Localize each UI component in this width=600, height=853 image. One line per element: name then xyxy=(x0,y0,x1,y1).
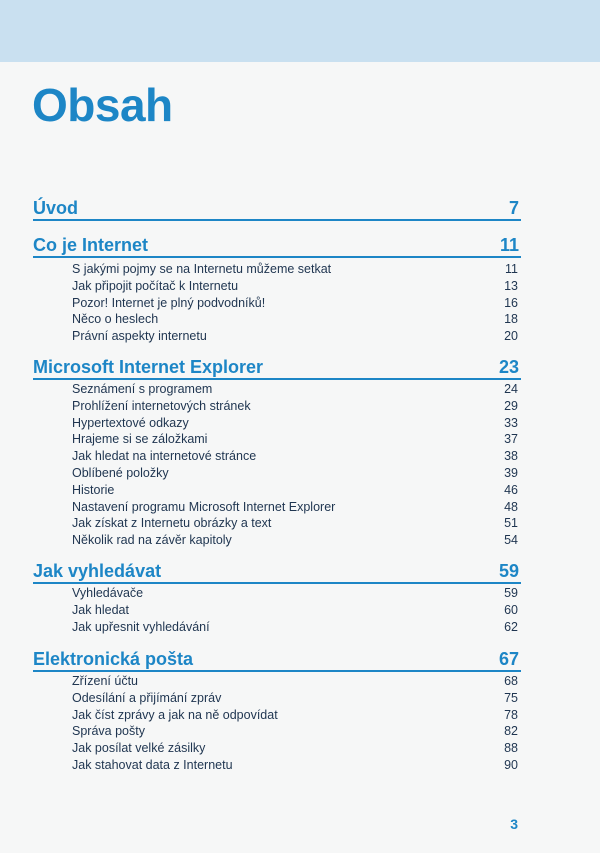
toc-entry-title: Pozor! Internet je plný podvodníků! xyxy=(72,295,266,310)
toc-entry-page: 24 xyxy=(504,382,518,396)
section-page: 23 xyxy=(498,357,519,377)
section-page: 67 xyxy=(498,649,519,669)
section-heading[interactable] xyxy=(33,197,521,221)
page-title: Obsah xyxy=(32,79,173,131)
toc-entry[interactable] xyxy=(72,328,520,344)
section-heading[interactable] xyxy=(33,356,521,380)
toc-entry[interactable] xyxy=(72,278,520,294)
toc-entry-page: 68 xyxy=(504,674,518,688)
toc-entry[interactable] xyxy=(72,415,520,431)
toc-entry-page: 39 xyxy=(504,466,518,480)
toc-entry[interactable] xyxy=(72,295,520,311)
toc-entry-page: 37 xyxy=(504,432,518,447)
toc-entry-page: 62 xyxy=(504,619,518,634)
toc-entry-page: 46 xyxy=(504,482,518,497)
toc-entry[interactable] xyxy=(72,602,520,618)
section-page: 59 xyxy=(498,561,519,581)
toc-entry[interactable] xyxy=(72,465,520,481)
toc-entry-title: Vyhledávače xyxy=(72,586,144,600)
toc-entry-page: 82 xyxy=(504,724,518,739)
toc-entry[interactable] xyxy=(72,757,520,773)
toc-entry-title: Oblíbené položky xyxy=(72,466,169,480)
toc-entry-page: 29 xyxy=(504,398,518,413)
toc-entry[interactable] xyxy=(72,619,520,635)
toc-entry-title: Jak získat z Internetu obrázky a text xyxy=(72,516,272,531)
toc-entry-page: 75 xyxy=(504,690,518,705)
toc-entry[interactable] xyxy=(72,499,520,515)
toc-entry[interactable] xyxy=(72,673,520,689)
toc-entry-title: Správa pošty xyxy=(72,724,145,739)
toc-entry[interactable] xyxy=(72,431,520,447)
toc-entry-title: Historie xyxy=(72,482,115,497)
section-heading[interactable] xyxy=(33,234,521,258)
toc-entry-page: 11 xyxy=(505,262,518,276)
toc-entry[interactable] xyxy=(72,723,520,739)
toc-entry-page: 60 xyxy=(504,602,518,617)
toc-entry-page: 88 xyxy=(504,741,518,756)
toc-entry[interactable] xyxy=(72,515,520,531)
toc-entry-title: Nastavení programu Microsoft Internet Explorer xyxy=(72,499,336,514)
toc-entry-title: Jak připojit počítač k Internetu xyxy=(72,278,239,293)
toc-entry-page: 16 xyxy=(504,295,518,310)
toc-entry[interactable] xyxy=(72,398,520,414)
toc-entry-title: Prohlížení internetových stránek xyxy=(72,398,251,413)
toc-entry-title: Seznámení s programem xyxy=(72,382,213,396)
toc-entry-page: 48 xyxy=(504,499,518,514)
toc-entry-page: 51 xyxy=(504,516,518,531)
toc-entry-title: Hrajeme si se záložkami xyxy=(72,432,208,447)
toc-entry-title: Odesílání a přijímání zpráv xyxy=(72,690,222,705)
toc-entry[interactable] xyxy=(72,311,520,327)
section-heading[interactable] xyxy=(33,560,521,584)
toc-entry-page: 20 xyxy=(504,329,518,344)
toc-entry-title: Několik rad na závěr kapitoly xyxy=(72,533,232,548)
toc-entry[interactable] xyxy=(72,740,520,756)
toc-entry[interactable] xyxy=(72,585,520,601)
section-title: Úvod xyxy=(33,198,78,218)
section-title: Elektronická pošta xyxy=(33,649,194,669)
toc-entry[interactable] xyxy=(72,707,520,723)
toc-entry[interactable] xyxy=(72,381,520,397)
toc-entry-title: Něco o heslech xyxy=(72,312,159,327)
section-title: Microsoft Internet Explorer xyxy=(33,357,264,377)
toc-entry-title: Jak posílat velké zásilky xyxy=(72,741,206,756)
toc-entry-title: Jak upřesnit vyhledávání xyxy=(72,619,210,634)
toc-entry-page: 18 xyxy=(504,312,518,327)
toc-entry-title: S jakými pojmy se na Internetu můžeme setkat xyxy=(72,262,332,276)
section-title: Jak vyhledávat xyxy=(33,561,162,581)
toc-entry-page: 13 xyxy=(504,278,518,293)
section-page: 7 xyxy=(508,198,519,218)
toc-entry-page: 59 xyxy=(504,586,518,600)
toc-entry-title: Jak číst zprávy a jak na ně odpovídat xyxy=(72,707,278,722)
toc-entry-page: 38 xyxy=(504,449,518,464)
toc-entry-title: Jak stahovat data z Internetu xyxy=(72,758,233,772)
toc-entry-title: Hypertextové odkazy xyxy=(72,415,189,430)
toc-entry[interactable] xyxy=(72,690,520,706)
toc-entry[interactable] xyxy=(72,448,520,464)
top-color-band xyxy=(0,0,600,62)
page-number: 3 xyxy=(510,816,518,832)
toc-entry[interactable] xyxy=(72,261,520,277)
toc-entry-page: 90 xyxy=(504,758,518,772)
toc-entry-page: 78 xyxy=(504,707,518,722)
toc-entry-title: Právní aspekty internetu xyxy=(72,329,207,344)
toc-entry-title: Jak hledat na internetové stránce xyxy=(72,449,257,464)
toc-entry-page: 54 xyxy=(504,533,518,548)
toc-entry[interactable] xyxy=(72,482,520,498)
section-title: Co je Internet xyxy=(33,235,149,255)
toc-entry[interactable] xyxy=(72,532,520,548)
section-page: 11 xyxy=(499,235,519,255)
toc-entry-title: Zřízení účtu xyxy=(72,674,138,688)
toc-entry-title: Jak hledat xyxy=(72,602,129,617)
section-heading[interactable] xyxy=(33,648,521,672)
toc-entry-page: 33 xyxy=(504,415,518,430)
